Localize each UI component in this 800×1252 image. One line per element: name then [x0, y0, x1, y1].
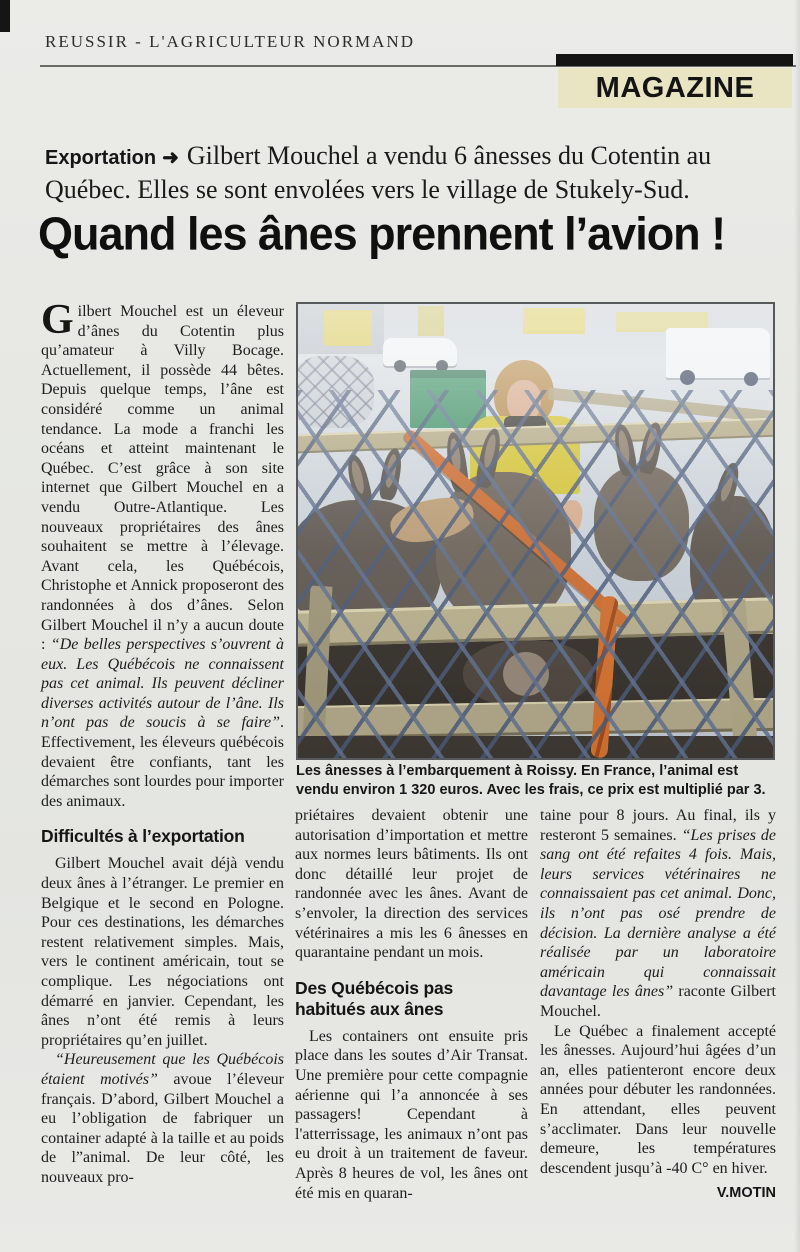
- paragraph: [540, 806, 776, 1022]
- article-column-3: [540, 806, 776, 1204]
- section-label: MAGAZINE: [558, 68, 792, 108]
- kicker-line: [45, 141, 771, 209]
- paragraph: Le Québec a finalement accepté les ânesses. Aujourd’hui âgées d’un an, elles patienteront encore deux années pour débuter les randonnées. En attendant, elles peuvent s’acclimater. Dans leur nouvelle demeure, les températures descendent jusqu’à -40 C° en hiver.: [540, 1022, 776, 1177]
- arrow-right-icon: ➜: [162, 147, 179, 169]
- paragraph-text: . Effectivement, les éleveurs québécois devaient être confiants, tant les démarches sont lourdes pour importer des animaux.: [41, 714, 284, 810]
- kicker-label: Exportation: [45, 147, 157, 169]
- scan-edge-shade: [794, 0, 800, 1252]
- quote-text: “Les prises de sang ont été refaites 4 fois. Mais, leurs services vétérinaires ne connaissaient pas cet animal. Donc, ils n’ont pas osé prendre de décision. La dernière analyse a été réalisée par un laboratoire américain qui connaissait davantage les ânes”: [540, 826, 776, 1001]
- quote-text: “De belles perspectives s’ouvrent à eux. Les Québécois ne connaissent pas cet animal. Ils peuvent décliner diverses activités autour de l’âne. Ils n’ont pas de soucis à se faire”: [41, 636, 284, 732]
- photo-light-wash: [298, 304, 773, 758]
- paragraph: priétaires devaient obtenir une autorisation d’importation et mettre aux normes leurs bâtiments. Ils ont donc détaillé leur projet de randonnée avec les ânes. Avant de s’envoler, la direction des services vétérinaires a mis les 6 ânesses en quarantaine pendant un mois.: [295, 807, 528, 962]
- paragraph-text: taine pour 8 jours. Au final, ils y resteront 5 semaines.: [540, 807, 776, 844]
- article-column-1: [41, 297, 284, 1188]
- photo-caption: Les ânesses à l’embarquement à Roissy. En France, l’animal est vendu environ 1 320 euros. Avec les frais, ce prix est multiplié par 3.: [296, 763, 766, 798]
- paragraph-text: ilbert Mouchel est un éleveur d’ânes du Cotentin plus qu’amateur à Villy Bocage. Actuellement, il possède 44 bêtes. Depuis quelque temps, l’âne est considéré comme un animal tendance. La mode a franchi les océans et atteint maintenant le Québec. C’est grâce à son site internet que Gilbert Mouchel en a vendu Outre-Atlantique. Les nouveaux propriétaires des ânes souhaitent se mettre à l’élevage. Avant cela, les Québécois, Christophe et Annick proposeront des randonnées à dos d’ânes. Selon Gilbert Mouchel il n’y a aucun doute :: [41, 303, 284, 654]
- paragraph: [41, 297, 284, 811]
- paragraph-text: avoue l’éleveur français. D’abord, Gilbert Mouchel a eu l’obligation de fabriquer un container adapté à la taille et au poids de l”animal. De leur côté, les nouveaux pro-: [41, 1070, 284, 1186]
- quote-text: “Heureusement que les Québécois étaient motivés”: [41, 1051, 284, 1088]
- article-headline: Quand les ânes prennent l’avion !: [38, 207, 726, 261]
- dropcap-letter: G: [41, 297, 74, 343]
- section-black-bar: [556, 54, 793, 66]
- scan-corner-mark: [0, 0, 10, 32]
- subheading-quebecois: Des Québécois pas habitués aux ânes: [295, 977, 454, 1019]
- byline: V.MOTIN: [716, 1185, 776, 1202]
- article-column-2: [295, 806, 528, 1203]
- standfirst-text: Gilbert Mouchel a vendu 6 ânesses du Cotentin au Québec. Elles se sont envolées vers le village de Stukely-Sud.: [45, 141, 712, 204]
- paragraph-text: raconte Gilbert Mouchel.: [540, 983, 776, 1020]
- masthead-title: REUSSIR - L'AGRICULTEUR NORMAND: [45, 32, 415, 51]
- article-photo: [296, 302, 775, 760]
- paragraph: [41, 1050, 284, 1187]
- paragraph: Les containers ont ensuite pris place dans les soutes d’Air Transat. Une première pour cette compagnie aérienne qui l’a annoncée à ses passagers! Cependant à l'atterrissage, les animaux n’ont pas eu droit à un traitement de faveur. Après 8 heures de vol, les ânes ont été mis en quaran-: [295, 1027, 528, 1202]
- paragraph: Gilbert Mouchel avait déjà vendu deux ânes à l’étranger. Le premier en Belgique et le second en Pologne. Pour ces destinations, les démarches restent relativement simples. Mais, vers le continent américain, tout se complique. Les négociations ont démarré en janvier. Cependant, les ânes n’ont été remis à leurs propriétaires qu’en juillet.: [41, 855, 284, 1049]
- subheading-difficultes: Difficultés à l’exportation: [41, 826, 245, 847]
